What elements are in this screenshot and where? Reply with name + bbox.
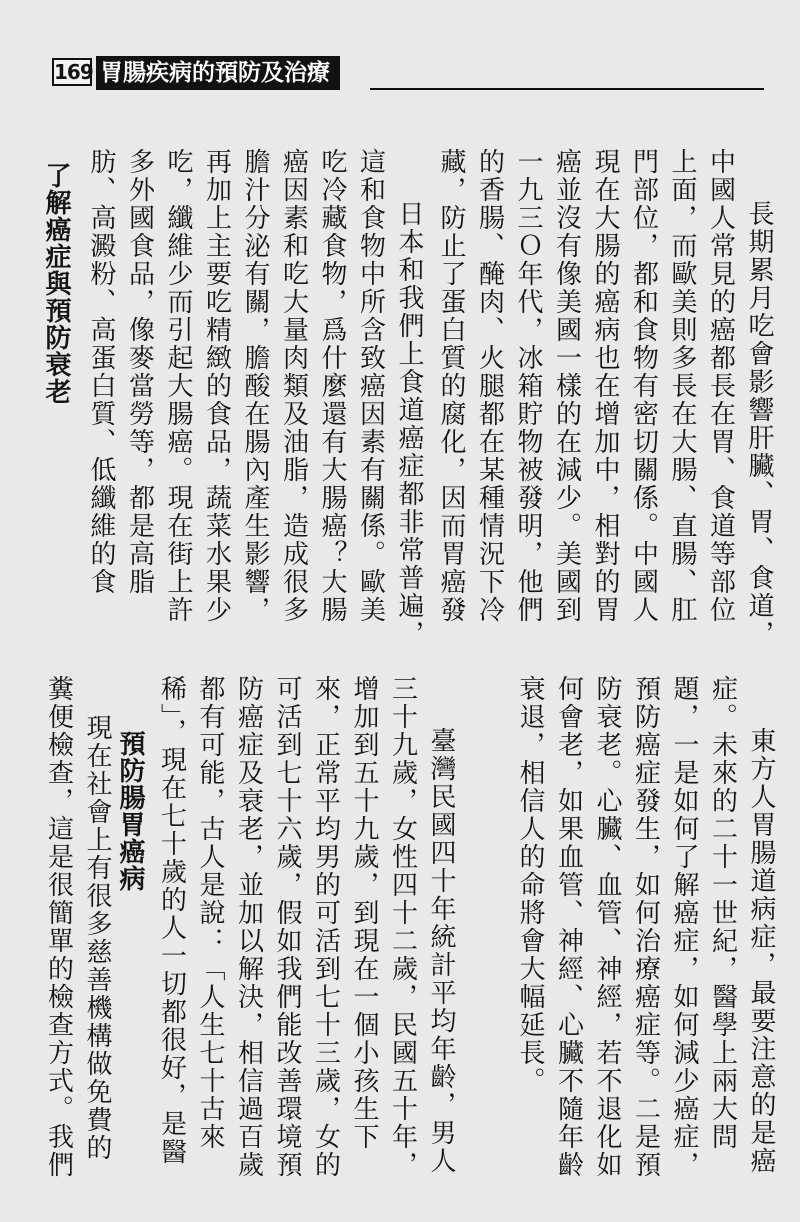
section-heading-prevention: 預防腸胃癌病 (115, 730, 145, 892)
upper-paragraph-2: 日本和我們上食道癌症都非常普遍，這和食物中所含致癌因素有關係。歐美吃冷藏食物，爲什麼還有大腸癌？大腸癌因素和吃大量肉類及油脂，造成很多膽汁分泌有關，膽酸在腸內產生影響，再加上主要吃精緻的食品，蔬菜水果少吃，纖維少而引起大腸癌。現在街上許多外國食品，像麥當勞等，都是高脂肪、高澱粉、高蛋白質、低纖維的食 (86, 148, 424, 648)
page-number: 169 (54, 60, 93, 84)
lower-paragraph-2: 臺灣民國四十年統計平均年齡，男人三十九歲，女性四十二歲，民國五十年，增加到五十九歲，到現在一個小孩生下來，正常平均男的可活到七十三歲，女的可活到七十六歲，假如我們能改善環境預防癌症及衰老，並加以解決，相信過百歲都有可能，古人是說：「人生七十古來稀」，現在七十歲的人一切都很好，是醫 (156, 675, 456, 1179)
running-header (52, 56, 764, 92)
upper-paragraph-1: 長期累月吃會影響肝臟、胃、食道，中國人常見的癌都長在胃、食道等部位上面，而歐美則多長在大腸、直腸、肛門部位，都和食物有密切關係。中國人現在大腸的癌病也在增加中，相對的胃癌並沒有像美國一樣的在減少。美國到一九三Ｏ年代，冰箱貯物被發明，他們的香腸、醃肉、火腿都在某種情況下冷藏，防止了蛋白質的腐化，因而胃癌發 (436, 148, 774, 648)
section-heading-cancer: 了解癌症與預防衰老 (41, 162, 71, 405)
header-rule (370, 88, 764, 90)
lower-paragraph-1: 東方人胃腸道病症，最要注意的是癌症。未來的二十一世紀，醫學上兩大問題，一是如何了解癌症，如何減少癌症，預防癌症發生，如何治療癌症等。二是預防衰老。心臟、血管、神經，若不退化如何會老，如果血管、神經、心臟不隨年齡衰退，相信人的命將會大幅延長。 (515, 675, 776, 1179)
lower-paragraph-3: 現在社會上有很多慈善機構做免費的糞便檢查，這是很簡單的檢查方式。我們 (43, 675, 112, 1179)
book-title: 胃腸疾病的預防及治療 (96, 56, 340, 90)
